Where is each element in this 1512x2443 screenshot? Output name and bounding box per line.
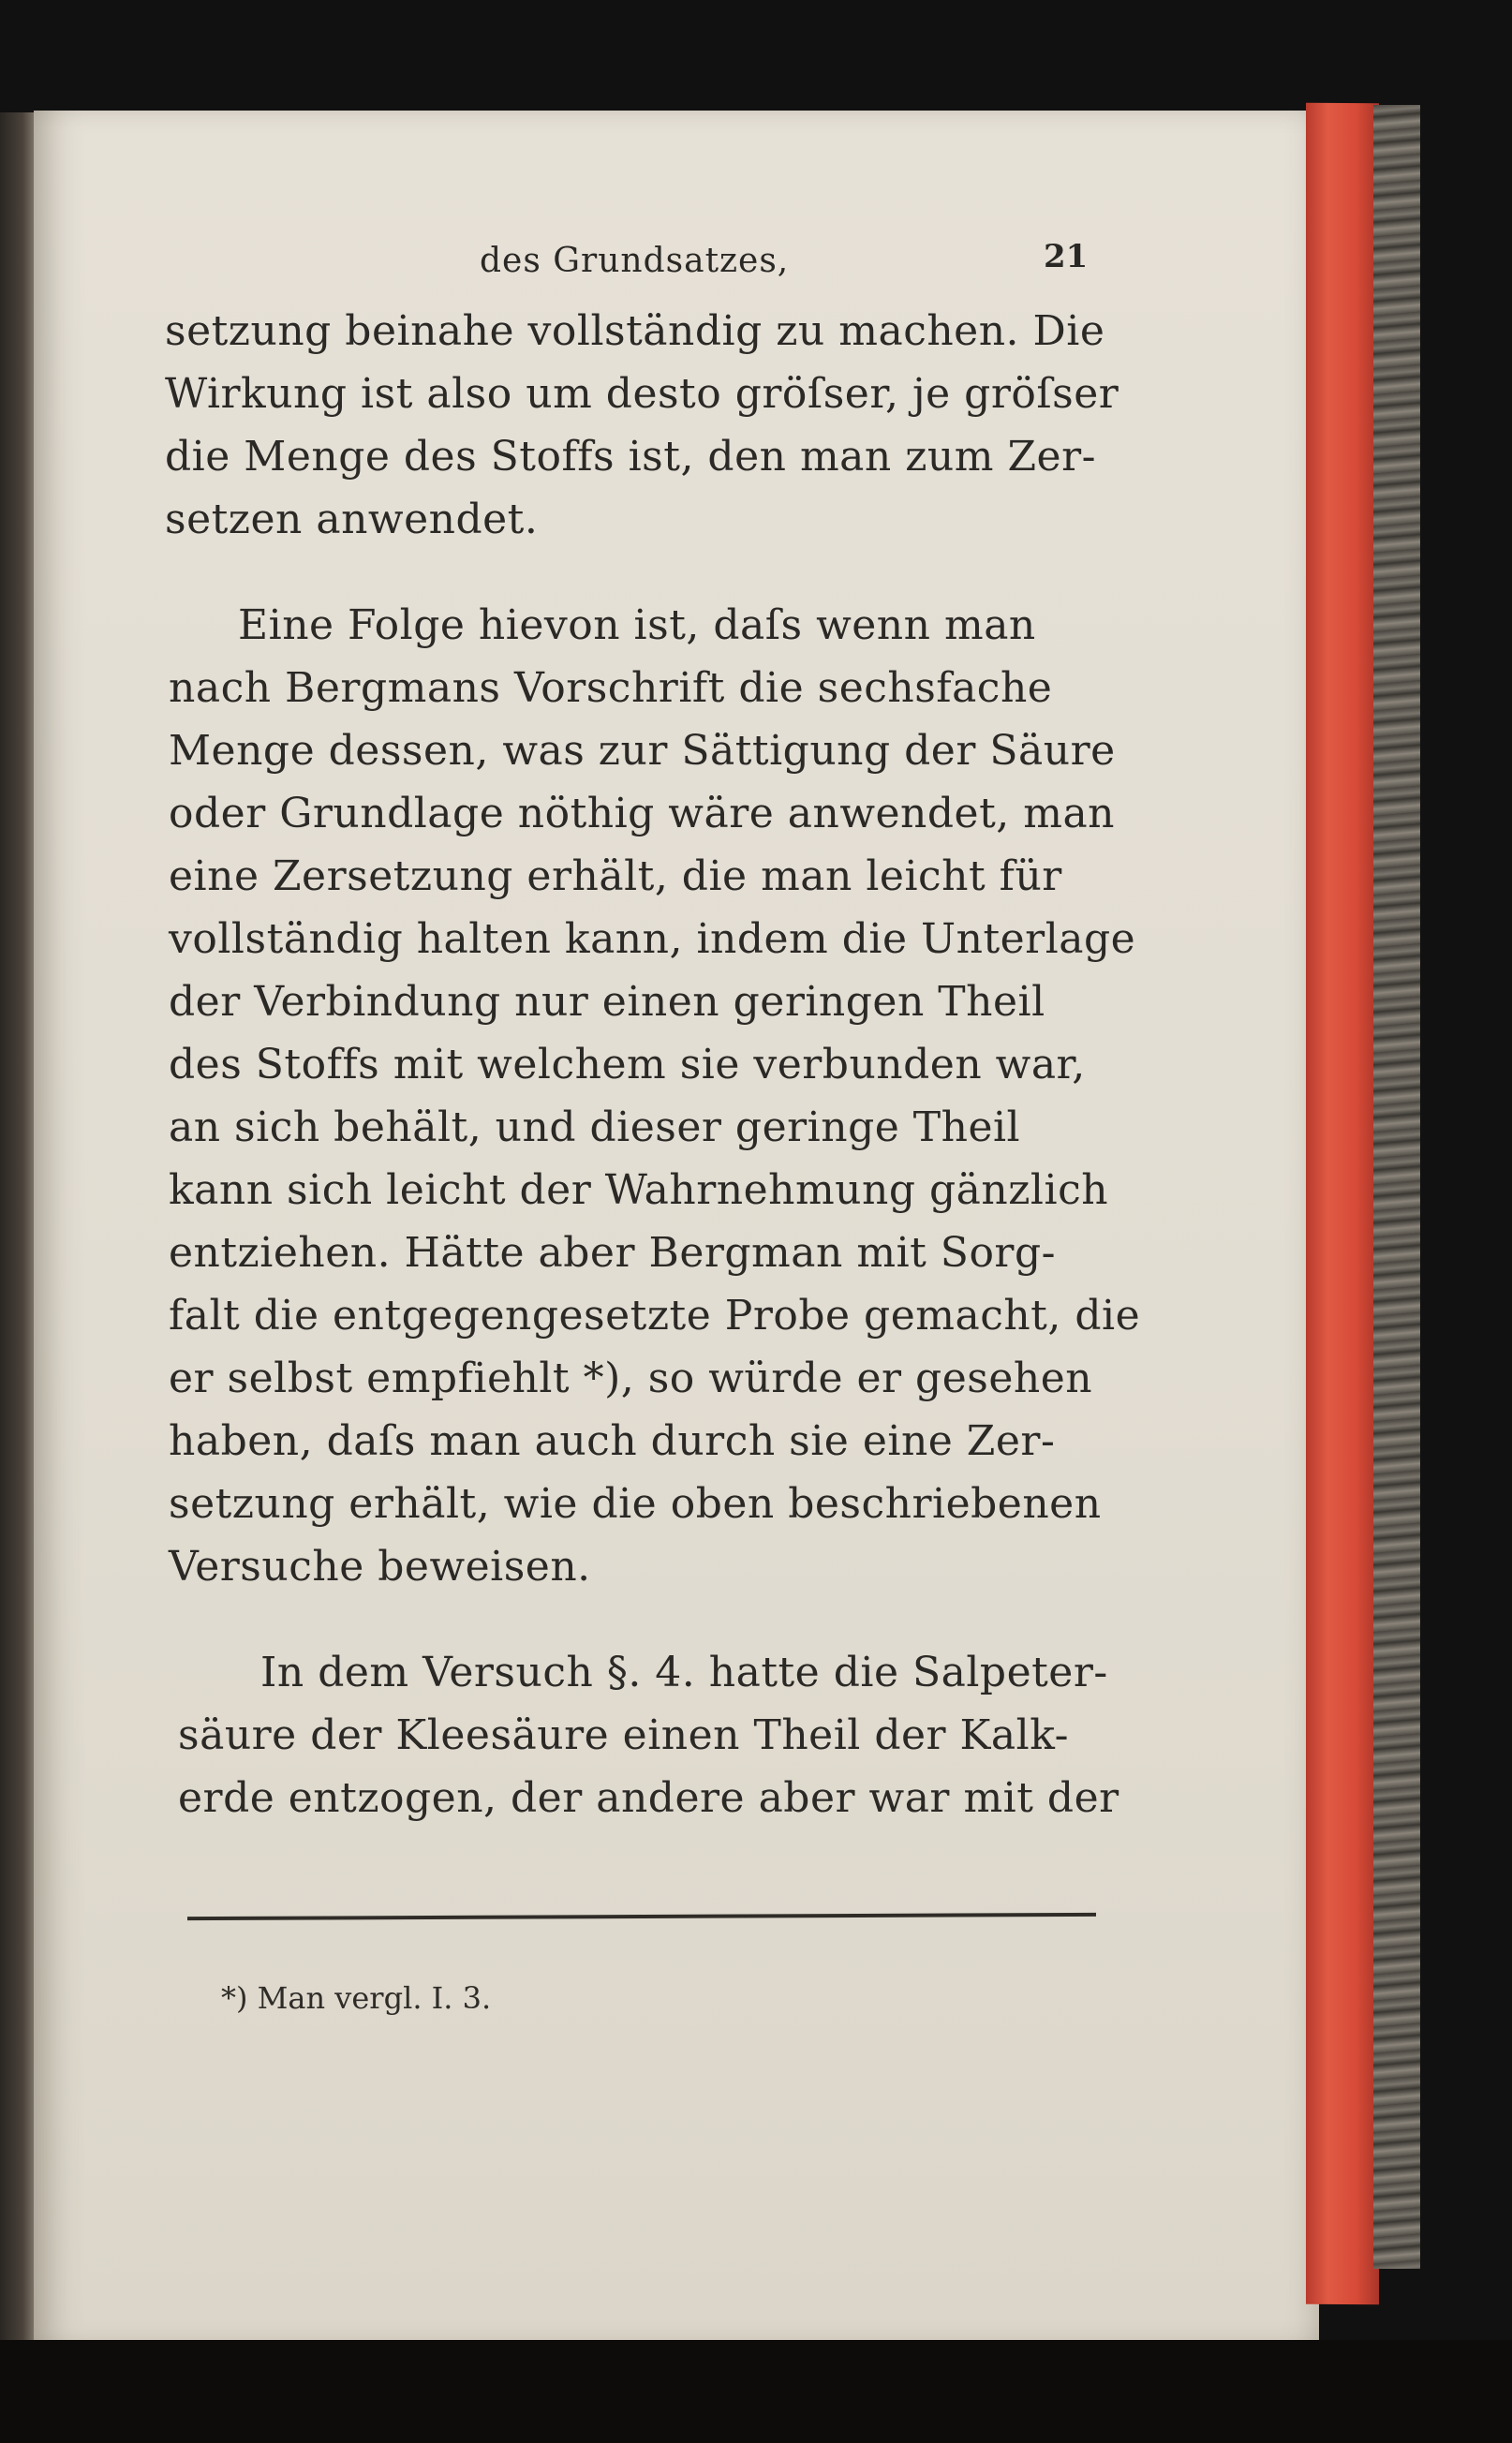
marbled-cover-edge — [1373, 105, 1420, 2269]
body-line: die Menge des Stoffs ist, den man zum Zer- — [165, 433, 1096, 481]
body-line: nach Bergmans Vorschrift die sechsfache — [169, 664, 1053, 712]
body-line: Menge dessen, was zur Sättigung der Säure — [169, 727, 1116, 775]
body-line: oder Grundlage nöthig wäre anwendet, man — [169, 790, 1116, 837]
page-number: 21 — [1044, 238, 1089, 275]
body-line: setzung erhält, wie die oben beschriebenen — [169, 1480, 1102, 1528]
body-line: er selbst empfiehlt *), so würde er gesehen — [169, 1355, 1093, 1402]
body-line: haben, daſs man auch durch sie eine Zer- — [169, 1417, 1056, 1465]
body-line: Versuche beweisen. — [169, 1543, 591, 1591]
body-line: falt die entgegengesetzte Probe gemacht, die — [169, 1292, 1141, 1340]
body-line: In dem Versuch §. 4. hatte die Salpeter- — [260, 1649, 1108, 1696]
body-line: erde entzogen, der andere aber war mit der — [178, 1774, 1119, 1822]
body-line: Eine Folge hievon ist, daſs wenn man — [238, 601, 1036, 649]
body-line: setzung beinahe vollständig zu machen. Die — [165, 307, 1105, 355]
body-line: der Verbindung nur einen geringen Theil — [169, 978, 1045, 1026]
body-line: kann sich leicht der Wahrnehmung gänzlich — [169, 1166, 1109, 1214]
running-header: des Grundsatzes, — [480, 242, 790, 280]
body-line: entziehen. Hätte aber Bergman mit Sorg- — [169, 1229, 1057, 1277]
red-page-edges — [1306, 103, 1379, 2304]
body-line: vollständig halten kann, indem die Unterlage — [169, 915, 1136, 963]
footnote: *) Man vergl. I. 3. — [221, 1980, 492, 2016]
body-text — [165, 307, 1141, 1900]
body-line: säure der Kleesäure einen Theil der Kalk- — [178, 1711, 1069, 1759]
bottom-background — [0, 2340, 1512, 2443]
left-page-edge — [0, 112, 37, 2351]
body-line: eine Zersetzung erhält, die man leicht für — [169, 852, 1062, 900]
body-line: des Stoffs mit welchem sie verbunden war, — [169, 1041, 1086, 1088]
body-line: an sich behält, und dieser geringe Theil — [169, 1103, 1021, 1151]
body-line: Wirkung ist also um desto gröſser, je gröſser — [165, 370, 1119, 418]
body-line: setzen anwendet. — [165, 496, 539, 543]
